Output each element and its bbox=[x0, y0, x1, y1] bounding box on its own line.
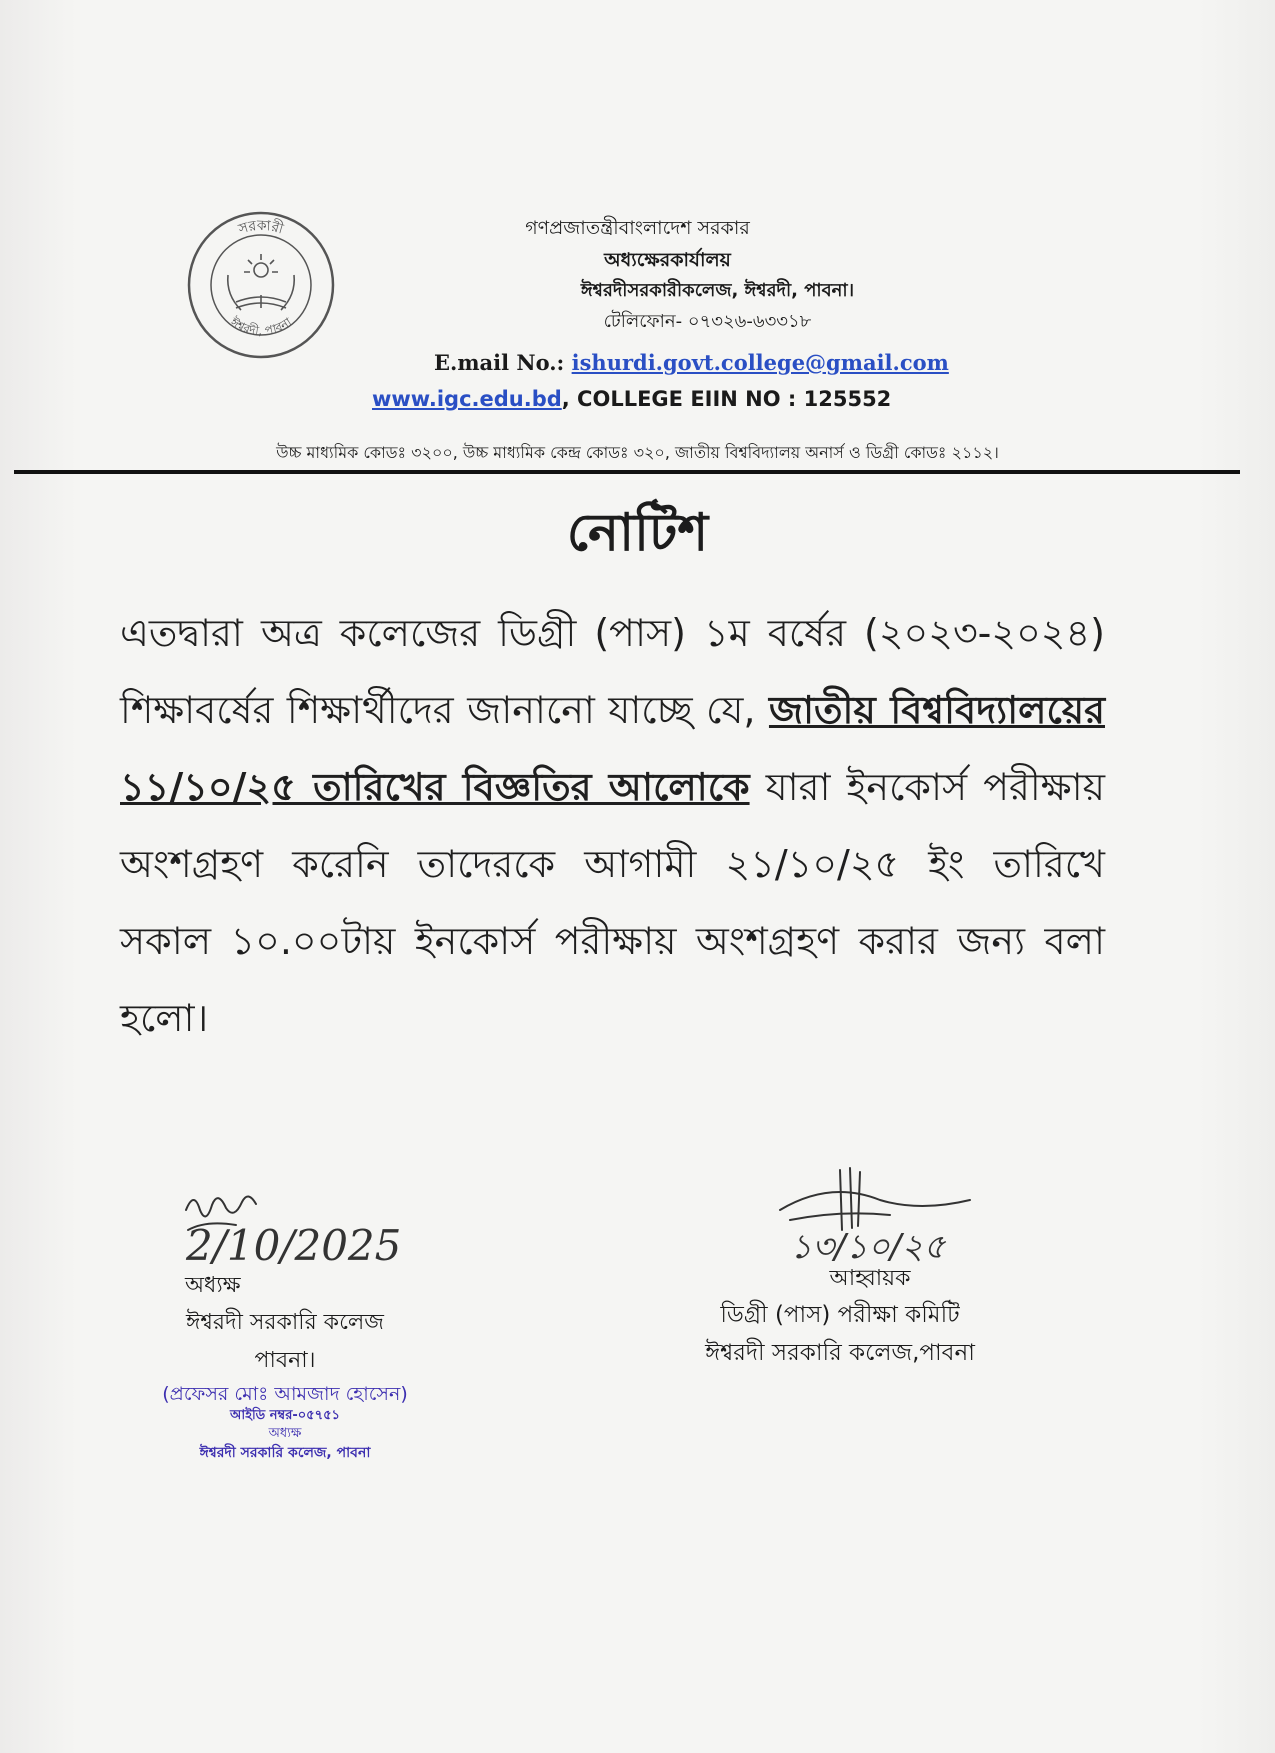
convener-role: আহ্বায়ক bbox=[829, 1266, 911, 1291]
signature-block-principal bbox=[125, 1268, 445, 1463]
principal-role: অধ্যক্ষ bbox=[185, 1273, 241, 1298]
principal-city: পাবনা। bbox=[254, 1348, 316, 1373]
website-link[interactable]: www.igc.edu.bd bbox=[372, 387, 562, 411]
notice-body bbox=[120, 595, 1105, 1057]
principal-stamp bbox=[125, 1381, 445, 1463]
convener-college: ঈশ্বরদী সরকারি কলেজ,পাবনা bbox=[705, 1340, 975, 1366]
convener-committee: ডিগ্রী (পাস) পরীক্ষা কমিটি bbox=[720, 1302, 960, 1328]
letterhead bbox=[0, 212, 1275, 338]
logo-text-top: সরকারী bbox=[236, 217, 286, 238]
website-row bbox=[372, 387, 891, 411]
stamp-role: অধ্যক্ষ bbox=[268, 1426, 302, 1441]
notice-title: নোটিশ bbox=[566, 503, 709, 563]
institution-codes: উচ্চ মাধ্যমিক কোডঃ ৩২০০, উচ্চ মাধ্যমিক কেন্দ্র কোডঃ ৩২০, জাতীয় বিশ্ববিদ্যালয় অনার্স ও ডিগ্রী কোডঃ ২১১২। bbox=[276, 443, 999, 462]
email-row bbox=[434, 350, 949, 375]
stamp-id: আইডি নম্বর-০৫৭৫১ bbox=[230, 1408, 340, 1423]
college-address: ঈশ্বরদীসরকারীকলেজ, ঈশ্বরদী, পাবনা। bbox=[580, 280, 855, 301]
eiin-text: , COLLEGE EIIN NO : 125552 bbox=[561, 387, 892, 411]
stamp-college: ঈশ্বরদী সরকারি কলেজ, পাবনা bbox=[199, 1445, 371, 1461]
principal-college: ঈশ্বরদী সরকারি কলেজ bbox=[186, 1310, 384, 1335]
convener-signature bbox=[770, 1160, 1020, 1270]
email-link[interactable]: ishurdi.govt.college@gmail.com bbox=[571, 350, 949, 375]
email-label: E.mail No.: bbox=[434, 350, 572, 375]
office-line: অধ্যক্ষেরকার্যালয় bbox=[604, 249, 731, 271]
body-emphasis: জাতীয় বিশ্ববিদ্যালয়ের ১১/১০/২৫ তারিখের বিজ্ঞতির আলোকে bbox=[120, 688, 1105, 809]
phone-line: টেলিফোন- ০৭৩২৬-৬৩৩১৮ bbox=[603, 311, 812, 332]
signature-block-convener bbox=[660, 1262, 1020, 1372]
header-divider bbox=[14, 470, 1240, 474]
stamp-name: (প্রফেসর মোঃ আমজাদ হোসেন) bbox=[162, 1383, 408, 1405]
body-part1: এতদ্বারা অত্র কলেজের ডিগ্রী (পাস) ১ম বর্ষের (২০২৩-২০২৪) শিক্ষাবর্ষের শিক্ষার্থীদের জানানো যাচ্ছে যে, bbox=[120, 611, 1105, 732]
body-part2: যারা ইনকোর্স পরীক্ষায় অংশগ্রহণ করেনি তাদেরকে আগামী ২১/১০/২৫ ইং তারিখে সকাল ১০.০০টায় ইনকোর্স পরীক্ষায় অংশগ্রহণ করার জন্য বলা হলো। bbox=[120, 765, 1105, 1040]
government-line: গণপ্রজাতন্ত্রীবাংলাদেশ সরকার bbox=[525, 217, 750, 239]
convener-signature-date: ১৩/১০/২৫ bbox=[790, 1227, 946, 1267]
principal-signature-date: 2/10/2025 bbox=[186, 1221, 402, 1270]
logo-text-bottom: ঈশ্বরদী, পাবনা bbox=[227, 314, 295, 339]
